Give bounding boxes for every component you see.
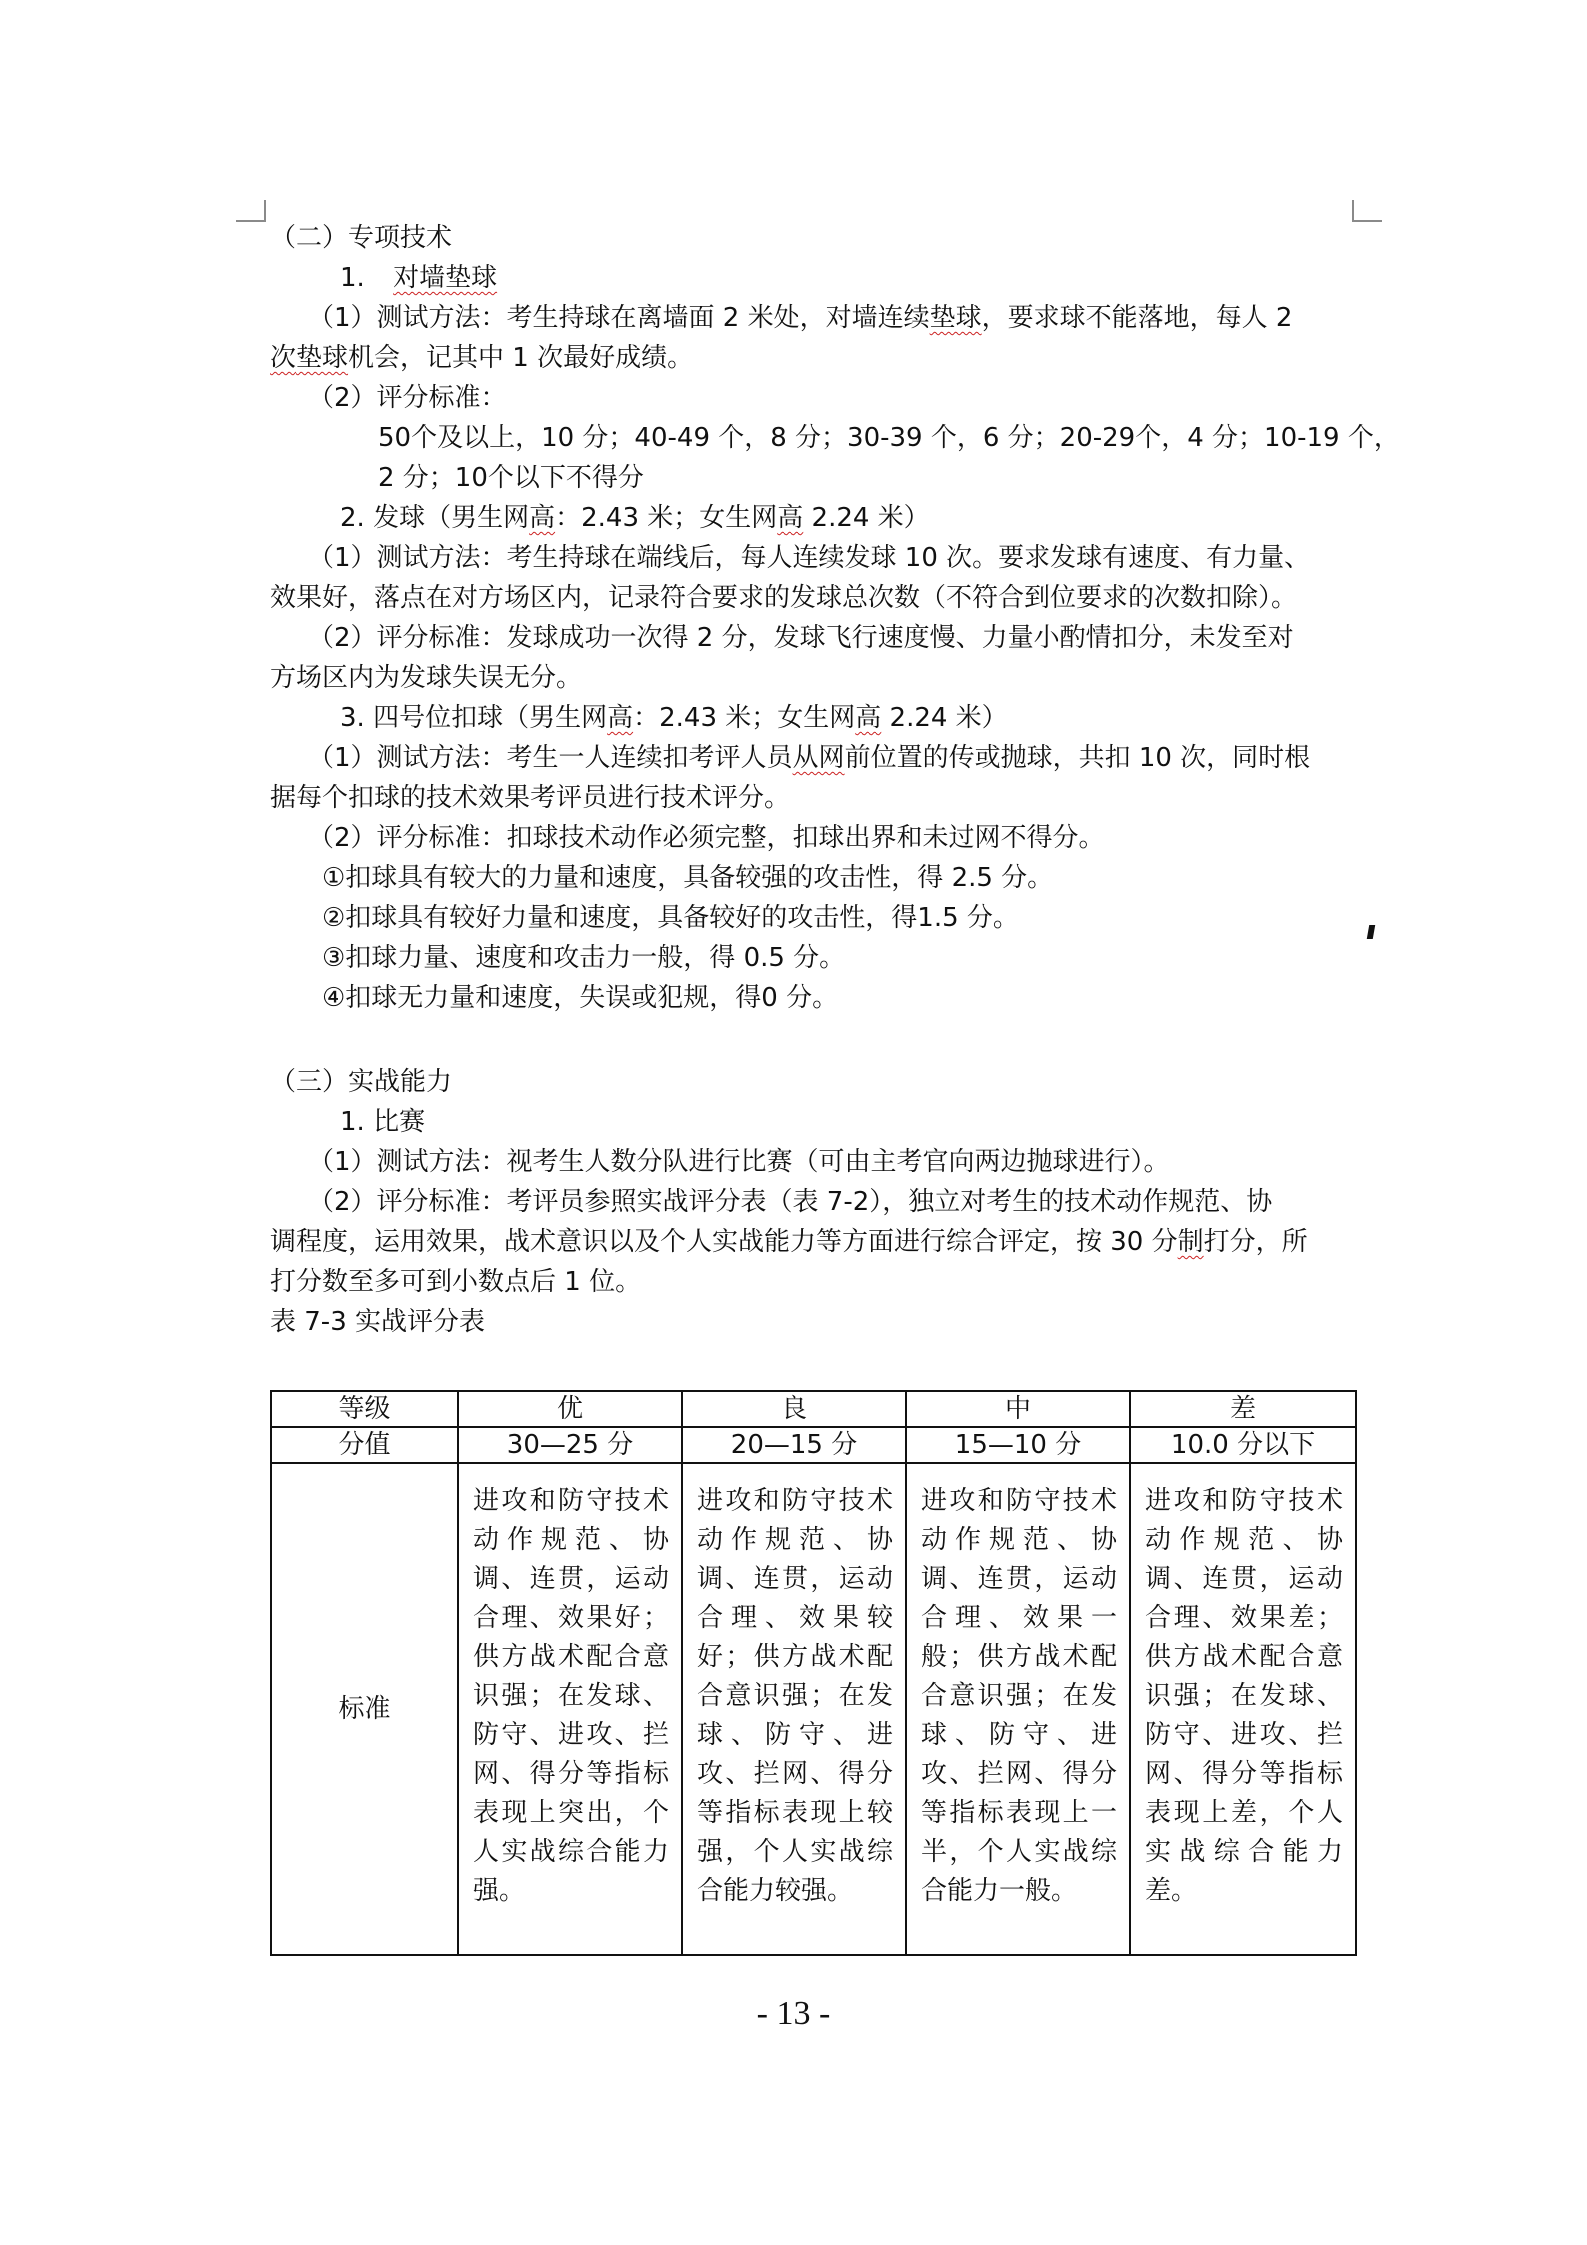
page-number: - 13 -: [756, 1995, 831, 2032]
wall-dig-method-line2: 次垫球机会，记其中 1 次最好成绩。: [270, 343, 694, 373]
criteria-cell: 进攻和防守技术动作规范、协调、连贯，运动合理、效果一般；供方战术配合意识强；在发球、防守、进攻、拦网、得分等指标表现上一半，个人实战综合能力一般。: [906, 1463, 1130, 1955]
spike-level-1: ①扣球具有较大的力量和速度，具备较强的攻击性，得 2.5 分。: [322, 863, 1054, 893]
spike-criteria: （2）评分标准：扣球技术动作必须完整，扣球出界和未过网不得分。: [308, 823, 1105, 853]
spike-level-4: ④扣球无力量和速度，失误或犯规，得0 分。: [322, 983, 839, 1013]
item-title-serve: 2. 发球（男生网高：2.43 米；女生网高 2.24 米）: [340, 503, 930, 533]
item-title-spike: 3. 四号位扣球（男生网高：2.43 米；女生网高 2.24 米）: [340, 703, 1008, 733]
match-criteria-line3: 打分数至多可到小数点后 1 位。: [270, 1267, 642, 1297]
criteria-cell: 进攻和防守技术动作规范、协调、连贯，运动合理、效果较好；供方战术配合意识强；在发球、防守、进攻、拦网、得分等指标表现上较强，个人实战综合能力较强。: [682, 1463, 906, 1955]
section-heading-match: （三）实战能力: [270, 1067, 453, 1097]
serve-method-line1: （1）测试方法：考生持球在端线后，每人连续发球 10 次。要求发球有速度、有力量、: [308, 543, 1311, 573]
grade-cell: 良: [682, 1391, 906, 1427]
grade-cell: 优: [458, 1391, 682, 1427]
criteria-header-cell: 标准: [271, 1463, 458, 1955]
item-title-match: 1. 比赛: [340, 1107, 426, 1137]
wall-dig-criteria-line1: 50个及以上，10 分；40-49 个，8 分；30-39 个，6 分；20-29个，4 分；10-19 个，: [378, 423, 1400, 453]
spike-level-3: ③扣球力量、速度和攻击力一般，得 0.5 分。: [322, 943, 846, 973]
match-criteria-line1: （2）评分标准：考评员参照实战评分表（表 7-2），独立对考生的技术动作规范、协: [308, 1187, 1273, 1217]
wall-dig-method-line1: （1）测试方法：考生持球在离墙面 2 米处，对墙连续垫球，要求球不能落地，每人 2: [308, 303, 1293, 333]
grade-cell: 中: [906, 1391, 1130, 1427]
grade-cell: 差: [1130, 1391, 1356, 1427]
item-title-wall-dig: [340, 258, 1360, 298]
spike-method-line1: （1）测试方法：考生一人连续扣考评人员从网前位置的传或抛球，共扣 10 次，同时根: [308, 743, 1311, 773]
value-cell: 30—25 分: [458, 1427, 682, 1463]
match-criteria-line2: 调程度，运用效果，战术意识以及个人实战能力等方面进行综合评定，按 30 分制打分，所: [270, 1227, 1308, 1257]
serve-criteria-line1: （2）评分标准：发球成功一次得 2 分，发球飞行速度慢、力量小酌情扣分，未发至对: [308, 623, 1294, 653]
cursor-mark: [1367, 925, 1375, 939]
value-cell: 20—15 分: [682, 1427, 906, 1463]
criteria-cell: 进攻和防守技术动作规范、协调、连贯，运动合理、效果好；供方战术配合意识强；在发球、防守、进攻、拦网、得分等指标表现上突出，个人实战综合能力强。: [458, 1463, 682, 1955]
table-row-grade: [271, 1391, 1356, 1427]
spike-method-line2: 据每个扣球的技术效果考评员进行技术评分。: [270, 783, 791, 813]
value-header-cell: 分值: [271, 1427, 458, 1463]
match-score-table: [270, 1390, 1357, 1956]
value-cell: 10.0 分以下: [1130, 1427, 1356, 1463]
table-row-criteria: [271, 1463, 1356, 1955]
grade-header-cell: 等级: [271, 1391, 458, 1427]
table-row-value: [271, 1427, 1356, 1463]
serve-criteria-line2: 方场区内为发球失误无分。: [270, 663, 583, 693]
document-body: [270, 218, 1400, 1342]
criteria-cell: 进攻和防守技术动作规范、协调、连贯，运动合理、效果差；供方战术配合意识强；在发球、防守、进攻、拦网、得分等指标表现上差，个人实战综合能力差。: [1130, 1463, 1356, 1955]
match-method: （1）测试方法：视考生人数分队进行比赛（可由主考官向两边抛球进行）。: [308, 1147, 1170, 1177]
value-cell: 15—10 分: [906, 1427, 1130, 1463]
wall-dig-criteria-label: （2）评分标准：: [308, 383, 507, 413]
item-number: 1.: [340, 263, 365, 293]
section-heading-technique: （二）专项技术: [270, 223, 453, 253]
item-title-text: 对墙垫球: [393, 263, 498, 293]
spike-level-2: ②扣球具有较好力量和速度，具备较好的攻击性，得1.5 分。: [322, 903, 1019, 933]
wall-dig-criteria-line2: 2 分；10个以下不得分: [378, 463, 644, 493]
table-caption: 表 7-3 实战评分表: [270, 1307, 485, 1337]
margin-corner-top-left: [236, 200, 266, 222]
serve-method-line2: 效果好，落点在对方场区内，记录符合要求的发球总次数（不符合到位要求的次数扣除）。: [270, 583, 1298, 613]
